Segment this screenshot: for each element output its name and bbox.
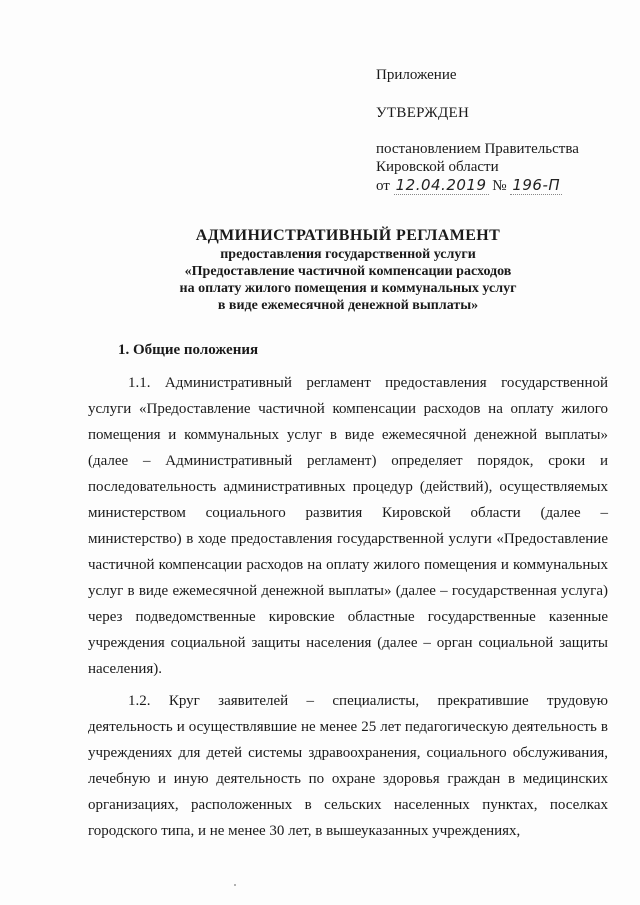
title-line-2: предоставления государственной услуги — [220, 247, 476, 262]
title-line-5: в виде ежемесячной денежной выплаты» — [217, 298, 479, 313]
appendix-label: Приложение — [376, 67, 457, 83]
document-title: АДМИНИСТРАТИВНЫЙ РЕГЛАМЕНТ — [195, 227, 501, 244]
section-heading: 1. Общие положения — [118, 342, 259, 358]
approved-label: УТВЕРЖДЕН — [376, 105, 470, 121]
number-prefix: № — [492, 178, 507, 194]
title-line-4: на оплату жилого помещения и коммунальных услуг — [179, 281, 517, 296]
date-prefix: от — [376, 178, 390, 194]
title-line-3: «Предоставление частичной компенсации расходов — [184, 264, 512, 279]
approved-by-line-2: Кировской области — [376, 159, 499, 175]
paragraph-1-2: 1.2. Круг заявителей – специалисты, прекратившие трудовую деятельность и осуществлявшие не менее 25 лет педагогическую деятельность в учреждениях для детей системы здравоохранения, социального обслуживания, лечебную и иную деятельность по охране здоровья граждан в медицинских организациях, расположенных в сельских населенных пунктах, поселках городского типа, и не менее 30 лет, в вышеуказанных учреждениях, — [88, 693, 608, 839]
approval-number: 196-П — [512, 176, 561, 194]
approval-date-line — [376, 176, 626, 195]
approval-date: 12.04.2019 — [395, 176, 487, 194]
document-title-block — [120, 226, 576, 314]
approval-block — [376, 66, 626, 195]
paragraph-1-1: 1.1. Административный регламент предоставления государственной услуги «Предоставление частичной компенсации расходов на оплату жилого помещения и коммунальных услуг в виде ежемесячной денежной выплаты» (далее – Административный регламент) определяет порядок, сроки и последовательность административных процедур (действий), осуществляемых министерством социального развития Кировской области (далее – министерство) в ходе предоставления государственной услуги «Предоставление частичной компенсации расходов на оплату жилого помещения и коммунальных услуг в виде ежемесячной денежной выплаты» (далее – государственная услуга) через подведомственные кировские областные государственные казенные учреждения социальной защиты населения (далее – орган социальной защиты населения). — [88, 375, 608, 677]
approved-by-line-1: постановлением Правительства — [376, 141, 579, 157]
scan-speck — [234, 884, 236, 886]
section-body — [88, 370, 608, 850]
